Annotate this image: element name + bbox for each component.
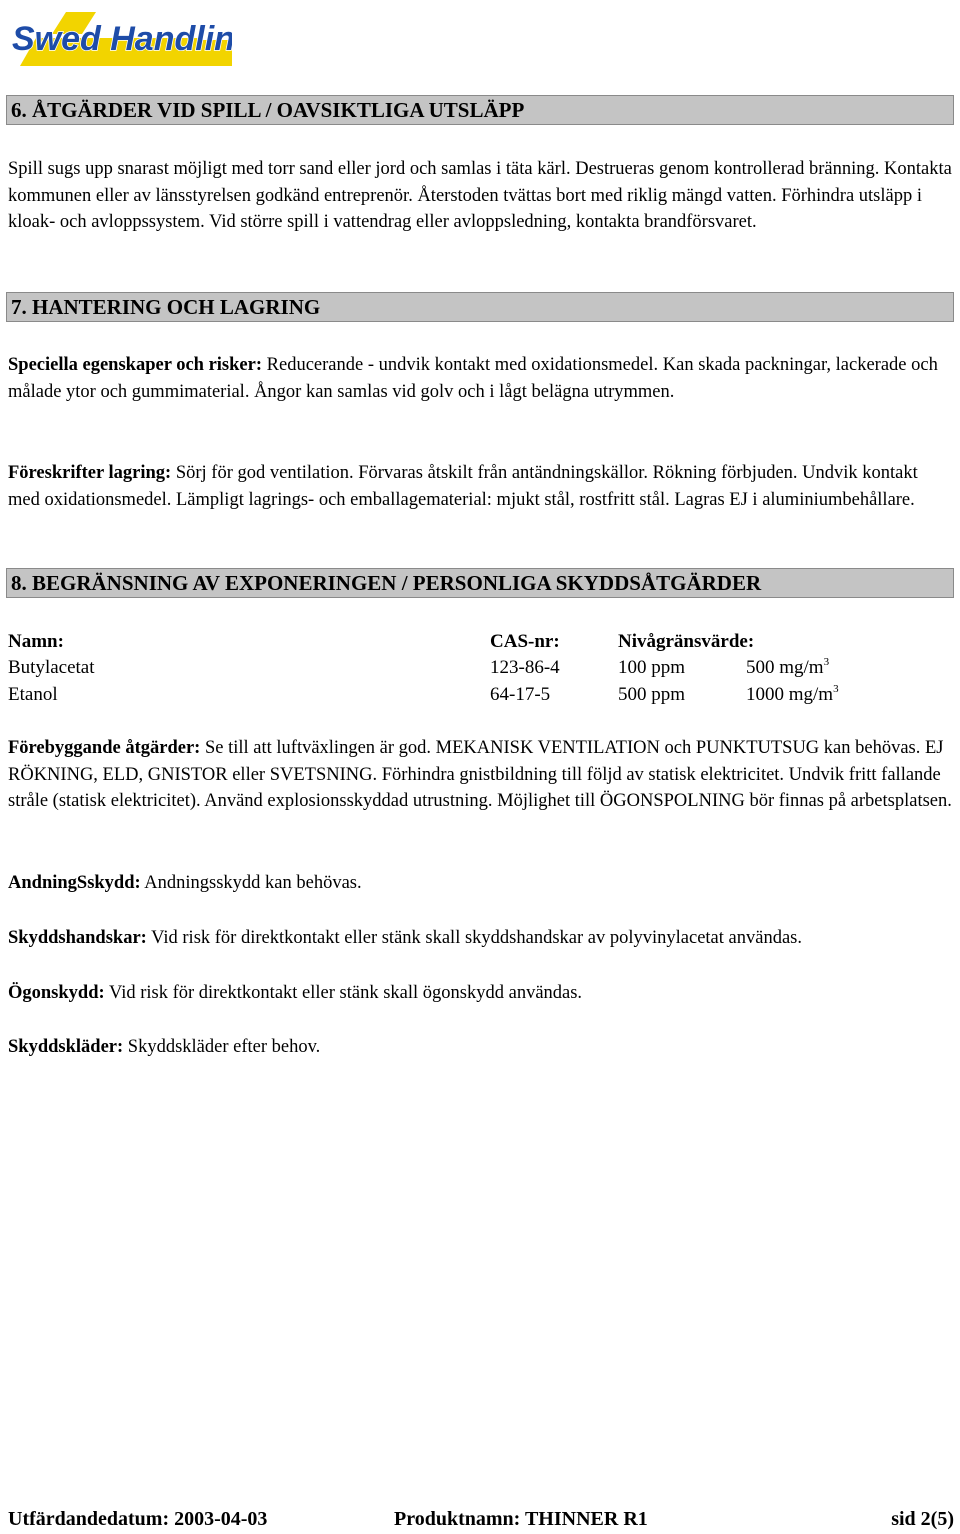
storage-label: Föreskrifter lagring: bbox=[8, 463, 172, 483]
section-7-heading: 7. HANTERING OCH LAGRING bbox=[6, 292, 954, 322]
eye-protection-paragraph bbox=[8, 980, 954, 1007]
section-6-text: Spill sugs upp snarast möjligt med torr sand eller jord och samlas i täta kärl. Destrueras genom kontrollerad bränning. Kontakta kommunen eller av länsstyrelsen godkänd entreprenör. Återstoden tvättas bort med riklig mängd vatten. Förhindra utsläpp i kloak- och avloppssystem. Vid större spill i vattendrag eller avloppsledning, kontakta brandförsvaret. bbox=[8, 159, 952, 232]
clothing-label: Skyddskläder: bbox=[8, 1037, 124, 1057]
eye-text: Vid risk för direktkontakt eller stänk skall ögonskydd användas. bbox=[104, 983, 583, 1003]
limits-table-header bbox=[8, 628, 954, 655]
col-limit-header: Nivågränsvärde: bbox=[618, 631, 755, 652]
substance-name: Butylacetat bbox=[8, 657, 95, 678]
respiratory-paragraph bbox=[8, 870, 954, 897]
limit-ppm: 100 ppm bbox=[618, 657, 686, 678]
respiratory-label: AndningSskydd: bbox=[8, 873, 141, 893]
gloves-label: Skyddshandskar: bbox=[8, 928, 147, 948]
col-cas-header: CAS-nr: bbox=[490, 631, 560, 652]
table-row bbox=[8, 681, 954, 708]
gloves-text: Vid risk för direktkontakt eller stänk skall skyddshandskar av polyvinylacetat användas. bbox=[146, 928, 802, 948]
limit-ppm: 500 ppm bbox=[618, 684, 686, 705]
page-footer bbox=[8, 1508, 954, 1534]
issue-date: Utfärdandedatum: 2003-04-03 bbox=[8, 1508, 268, 1530]
limit-mg: 1000 $mg/m^3$ bbox=[746, 683, 839, 705]
storage-rules-paragraph bbox=[8, 460, 954, 513]
cas-number: 123-86-4 bbox=[490, 657, 560, 678]
preventive-label: Förebyggande åtgärder: bbox=[8, 738, 201, 758]
limit-mg: 500 $mg/m^3$ bbox=[746, 656, 830, 678]
table-row bbox=[8, 654, 954, 681]
storage-text: Sörj för god ventilation. Förvaras åtskilt från antändningskällor. Rökning förbjuden. Undvik kontakt med oxidationsmedel. Lämpligt lagrings- och emballagematerial: mjukt stål, rostfritt stål. Lagras EJ i aluminiumbehållare. bbox=[8, 463, 918, 510]
preventive-text: Se till att luftväxlingen är god. MEKANISK VENTILATION och PUNKTUTSUG kan behövas. EJ RÖKNING, ELD, GNISTOR eller SVETSNING. Förhindra gnistbildning till följd av statisk elektricitet. Undvik fritt fallande stråle (statisk elektricitet). Använd explosionsskyddad utrustning. Möjlighet till ÖGONSPOLNING bör finnas på arbetsplatsen. bbox=[8, 738, 952, 811]
logo-text: Swed Handling bbox=[12, 20, 232, 58]
handling-risks-paragraph bbox=[8, 352, 954, 405]
clothing-text: Skyddskläder efter behov. bbox=[123, 1037, 321, 1057]
preventive-measures-paragraph bbox=[8, 735, 954, 815]
page-number: sid 2(5) bbox=[891, 1508, 954, 1530]
substance-name: Etanol bbox=[8, 684, 58, 705]
cas-number: 64-17-5 bbox=[490, 684, 551, 705]
risks-label: Speciella egenskaper och risker: bbox=[8, 355, 263, 375]
section-8-heading: 8. BEGRÄNSNING AV EXPONERINGEN / PERSONLIGA SKYDDSÅTGÄRDER bbox=[6, 568, 954, 598]
risks-text: Reducerande - undvik kontakt med oxidationsmedel. Kan skada packningar, lackerade och målade ytor och gummimaterial. Ångor kan samlas vid golv och i lågt belägna utrymmen. bbox=[8, 355, 938, 402]
company-logo bbox=[6, 4, 232, 66]
protective-clothing-paragraph bbox=[8, 1034, 954, 1061]
gloves-paragraph bbox=[8, 925, 954, 952]
eye-label: Ögonskydd: bbox=[8, 983, 105, 1003]
product-name: Produktnamn: THINNER R1 bbox=[394, 1508, 648, 1530]
respiratory-text: Andningsskydd kan behövas. bbox=[140, 873, 362, 893]
section-6-heading: 6. ÅTGÄRDER VID SPILL / OAVSIKTLIGA UTSLÄPP bbox=[6, 95, 954, 125]
col-name-header: Namn: bbox=[8, 631, 64, 652]
